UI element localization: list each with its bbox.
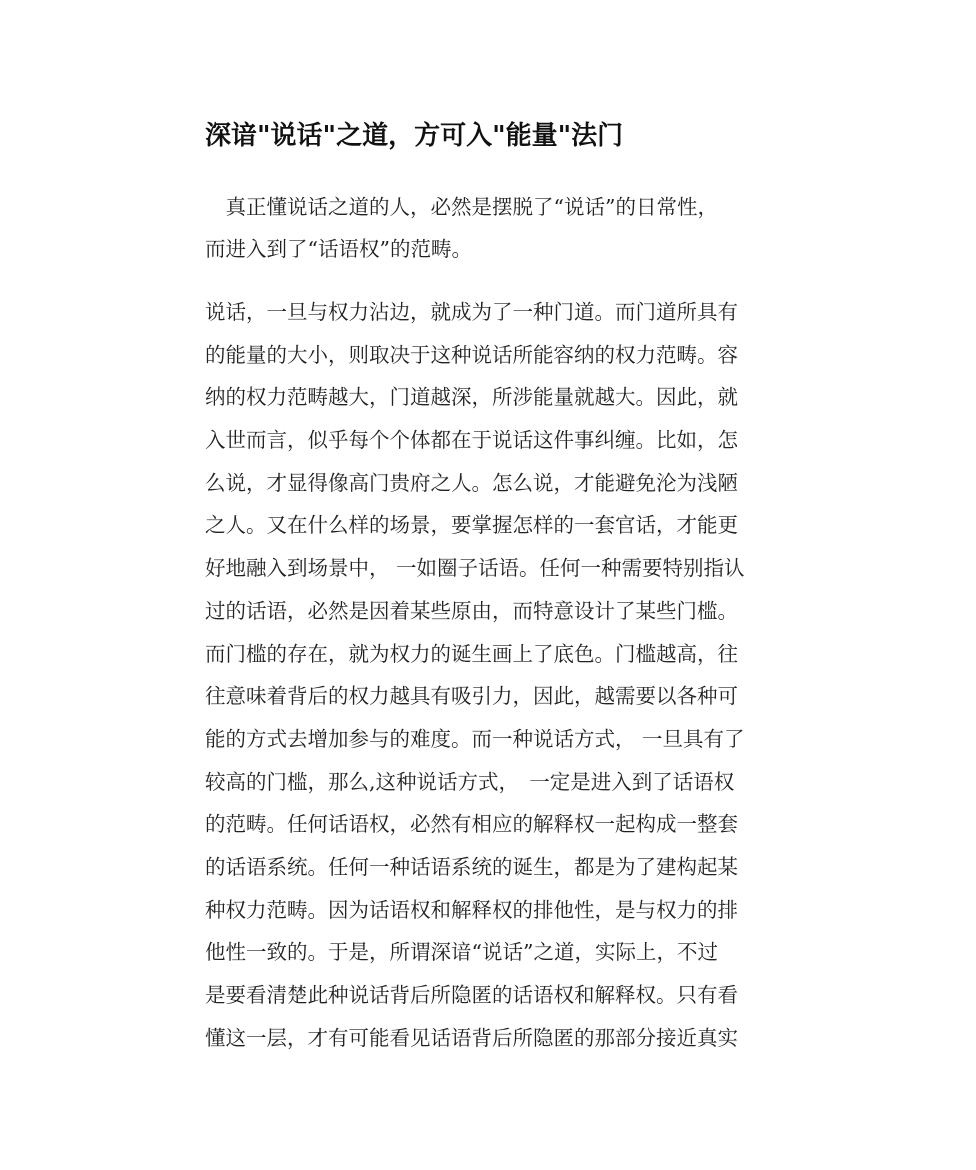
text-line: 而进入到了“话语权”的范畴。: [205, 237, 472, 261]
text-line: 懂这一层，才有可能看见话语背后所隐匿的那部分接近真实: [205, 1025, 738, 1050]
text-line: 种权力范畴。因为话语权和解释权的排他性，是与权力的排: [205, 897, 738, 922]
text-line: 之人。又在什么样的场景，要掌握怎样的一套官话，才能更: [205, 513, 738, 538]
text-line: 能的方式去增加参与的难度。而一种说话方式， 一旦具有了: [205, 726, 745, 751]
text-line: 说话，一旦与权力沾边，就成为了一种门道。而门道所具有: [205, 300, 738, 324]
body-paragraph: [205, 291, 777, 1059]
text-line: 往意味着背后的权力越具有吸引力，因此，越需要以各种可: [205, 684, 738, 709]
text-line: 好地融入到场景中， 一如圈子话语。任何一种需要特别指认: [205, 556, 745, 581]
text-line: 纳的权力范畴越大，门道越深，所涉能量就越大。因此，就: [205, 385, 738, 410]
intro-paragraph: [205, 186, 777, 270]
page-title: 深谙"说话"之道，方可入"能量"法门: [205, 121, 624, 151]
text-line: 的话语系统。任何一种话语系统的诞生，都是为了建构起某: [205, 854, 738, 879]
text-line: 而门槛的存在，就为权力的诞生画上了底色。门槛越高，往: [205, 641, 738, 666]
text-line: 入世而言，似乎每个个体都在于说话这件事纠缠。比如，怎: [205, 428, 738, 453]
text-line: 真正懂说话之道的人，必然是摆脱了“说话”的日常性，: [205, 195, 718, 219]
text-line: 是要看清楚此种说话背后所隐匿的话语权和解释权。只有看: [205, 983, 738, 1007]
text-line: 的能量的大小，则取决于这种说话所能容纳的权力范畴。容: [205, 342, 738, 367]
text-line: 较高的门槛，那么,这种说话方式， 一定是进入到了话语权: [205, 769, 735, 794]
text-line: 他性一致的。于是，所谓深谙“说话”之道，实际上，不过: [205, 940, 718, 965]
text-line: 么说，才显得像高门贵府之人。怎么说，才能避免沦为浅陋: [205, 470, 738, 495]
text-line: 的范畴。任何话语权，必然有相应的解释权一起构成一整套: [205, 812, 738, 837]
text-line: 过的话语，必然是因着某些原由，而特意设计了某些门槛。: [205, 598, 738, 623]
